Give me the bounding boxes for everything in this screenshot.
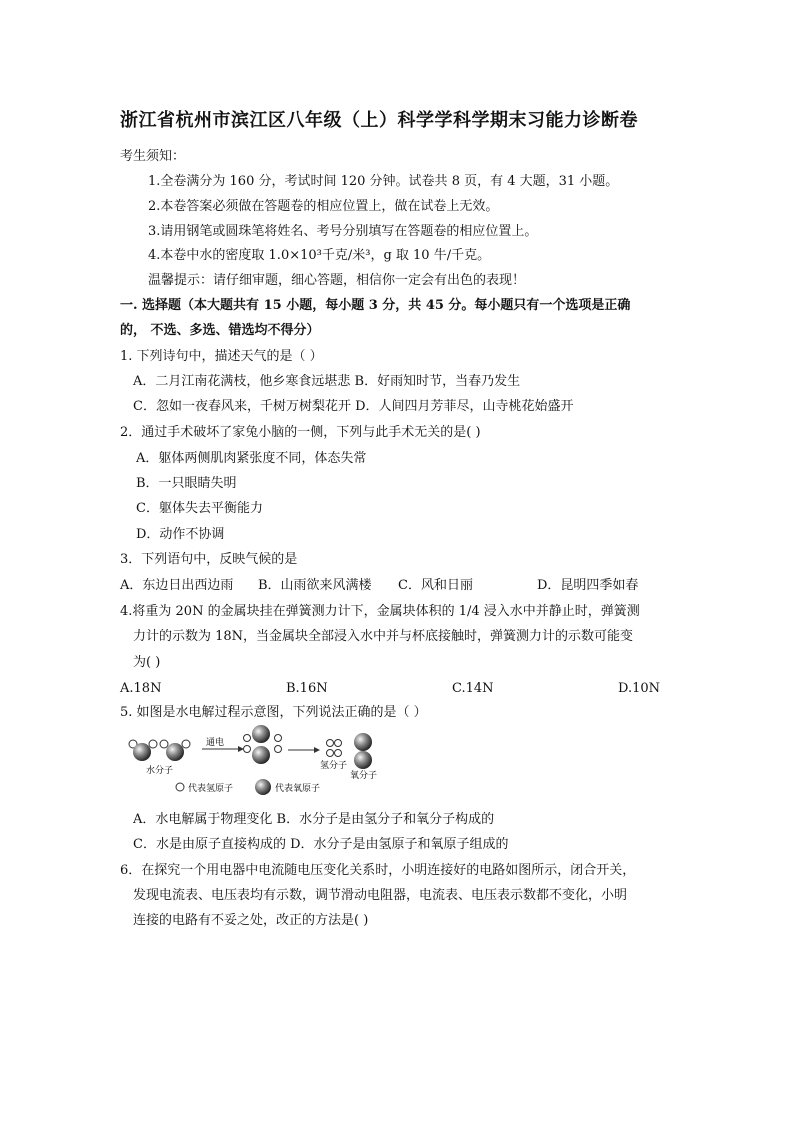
electricity-label: 通电: [206, 738, 225, 748]
q2-option-c: C．躯体失去平衡能力: [136, 501, 263, 516]
q6-line-3: 连接的电路有不妥之处，改正的方法是( ): [133, 913, 369, 928]
notice-item-3: 3.请用钢笔或圆珠笔将姓名、考号分别填写在答题卷的相应位置上。: [148, 224, 538, 239]
q2-option-a: A．躯体两侧肌肉紧张度不同，体态失常: [136, 451, 367, 466]
q4-option-b: B.16N: [286, 681, 328, 696]
q1-options-cd: C．忽如一夜春风来，千树万树梨花开 D．人间四月芳菲尽，山寺桃花始盛开: [133, 399, 574, 414]
q4-option-d: D.10N: [618, 681, 661, 696]
q4-line-2: 力计的示数为 18N，当金属块全部浸入水中并与杯底接触时，弹簧测力计的示数可能变: [133, 629, 634, 644]
q4-line-3: 为( ): [133, 655, 161, 670]
q5-stem: 5. 如图是水电解过程示意图，下列说法正确的是（ ）: [120, 705, 427, 720]
q5-options-cd: C．水是由原子直接构成的 D．水分子是由氢原子和氧原子组成的: [133, 837, 509, 852]
q4-line-1: 4.将重为 20N 的金属块挂在弹簧测力计下，金属块体积的 1/4 浸入水中并静止时，弹簧测: [120, 604, 640, 619]
notice-item-4: 4.本卷中水的密度取 1.0×10³千克/米³，g 取 10 牛/千克。: [148, 248, 491, 263]
hydrogen-atom-legend: 代表氢原子: [188, 784, 234, 794]
q1-stem: 1. 下列诗句中，描述天气的是（ ）: [120, 349, 323, 364]
q3-option-b: B．山雨欲来风满楼: [258, 578, 372, 593]
q2-option-b: B．一只眼睛失明: [136, 476, 237, 491]
q4-option-a: A.18N: [120, 681, 162, 696]
section-heading-line-1: 一. 选择题（本大题共有 15 小题，每小题 3 分，共 45 分。每小题只有一个选项是正确: [120, 298, 631, 313]
section-heading-line-2: 的， 不选、多选、错选均不得分）: [120, 323, 320, 338]
q4-option-c: C.14N: [452, 681, 494, 696]
water-molecule-label: 水分子: [146, 766, 174, 776]
q1-options-ab: A．二月江南花满枝，他乡寒食远堪悲 B．好雨知时节，当春乃发生: [133, 374, 521, 389]
q3-option-d: D．昆明四季如春: [537, 578, 639, 593]
separated-atoms: [244, 725, 282, 764]
oxygen-molecule-label: 氧分子: [350, 771, 378, 781]
q3-option-c: C．风和日丽: [398, 578, 473, 593]
hydrogen-molecules: [327, 740, 342, 757]
q6-line-1: 6．在探究一个用电器中电流随电压变化关系时，小明连接好的电路如图所示，闭合开关，: [120, 863, 636, 878]
page-title: 浙江省杭州市滨江区八年级（上）科学学科学期末习能力诊断卷: [120, 110, 638, 131]
water-molecule-1: [129, 740, 157, 761]
notice-reminder: 温馨提示：请仔细审题，细心答题，相信你一定会有出色的表现！: [148, 273, 526, 288]
oxygen-atom-legend-icon: [255, 779, 271, 795]
oxygen-molecule: [354, 733, 372, 769]
notice-heading: 考生须知：: [120, 149, 186, 164]
arrow-head-2: [314, 747, 320, 753]
notice-item-1: 1.全卷满分为 160 分，考试时间 120 分钟。试卷共 8 页，有 4 大题，31 小题。: [148, 174, 619, 189]
hydrogen-molecule-label: 氢分子: [320, 761, 348, 771]
q6-line-2: 发现电流表、电压表均有示数，调节滑动电阻器，电流表、电压表示数都不变化，小明: [133, 888, 628, 903]
electrolysis-figure: [120, 722, 380, 800]
hydrogen-atom-legend-icon: [176, 783, 184, 791]
notice-item-2: 2.本卷答案必须做在答题卷的相应位置上，做在试卷上无效。: [148, 199, 499, 214]
q3-stem: 3．下列语句中，反映气候的是: [120, 552, 298, 567]
q3-option-a: A．东边日出西边雨: [120, 578, 234, 593]
water-molecule-2: [160, 740, 190, 761]
q2-option-d: D．动作不协调: [136, 527, 225, 542]
q2-stem: 2．通过手术破坏了家兔小脑的一侧，下列与此手术无关的是( ): [120, 425, 481, 440]
oxygen-atom-legend: 代表氧原子: [275, 784, 321, 794]
q5-options-ab: A．水电解属于物理变化 B．水分子是由氢分子和氧分子构成的: [133, 812, 495, 827]
